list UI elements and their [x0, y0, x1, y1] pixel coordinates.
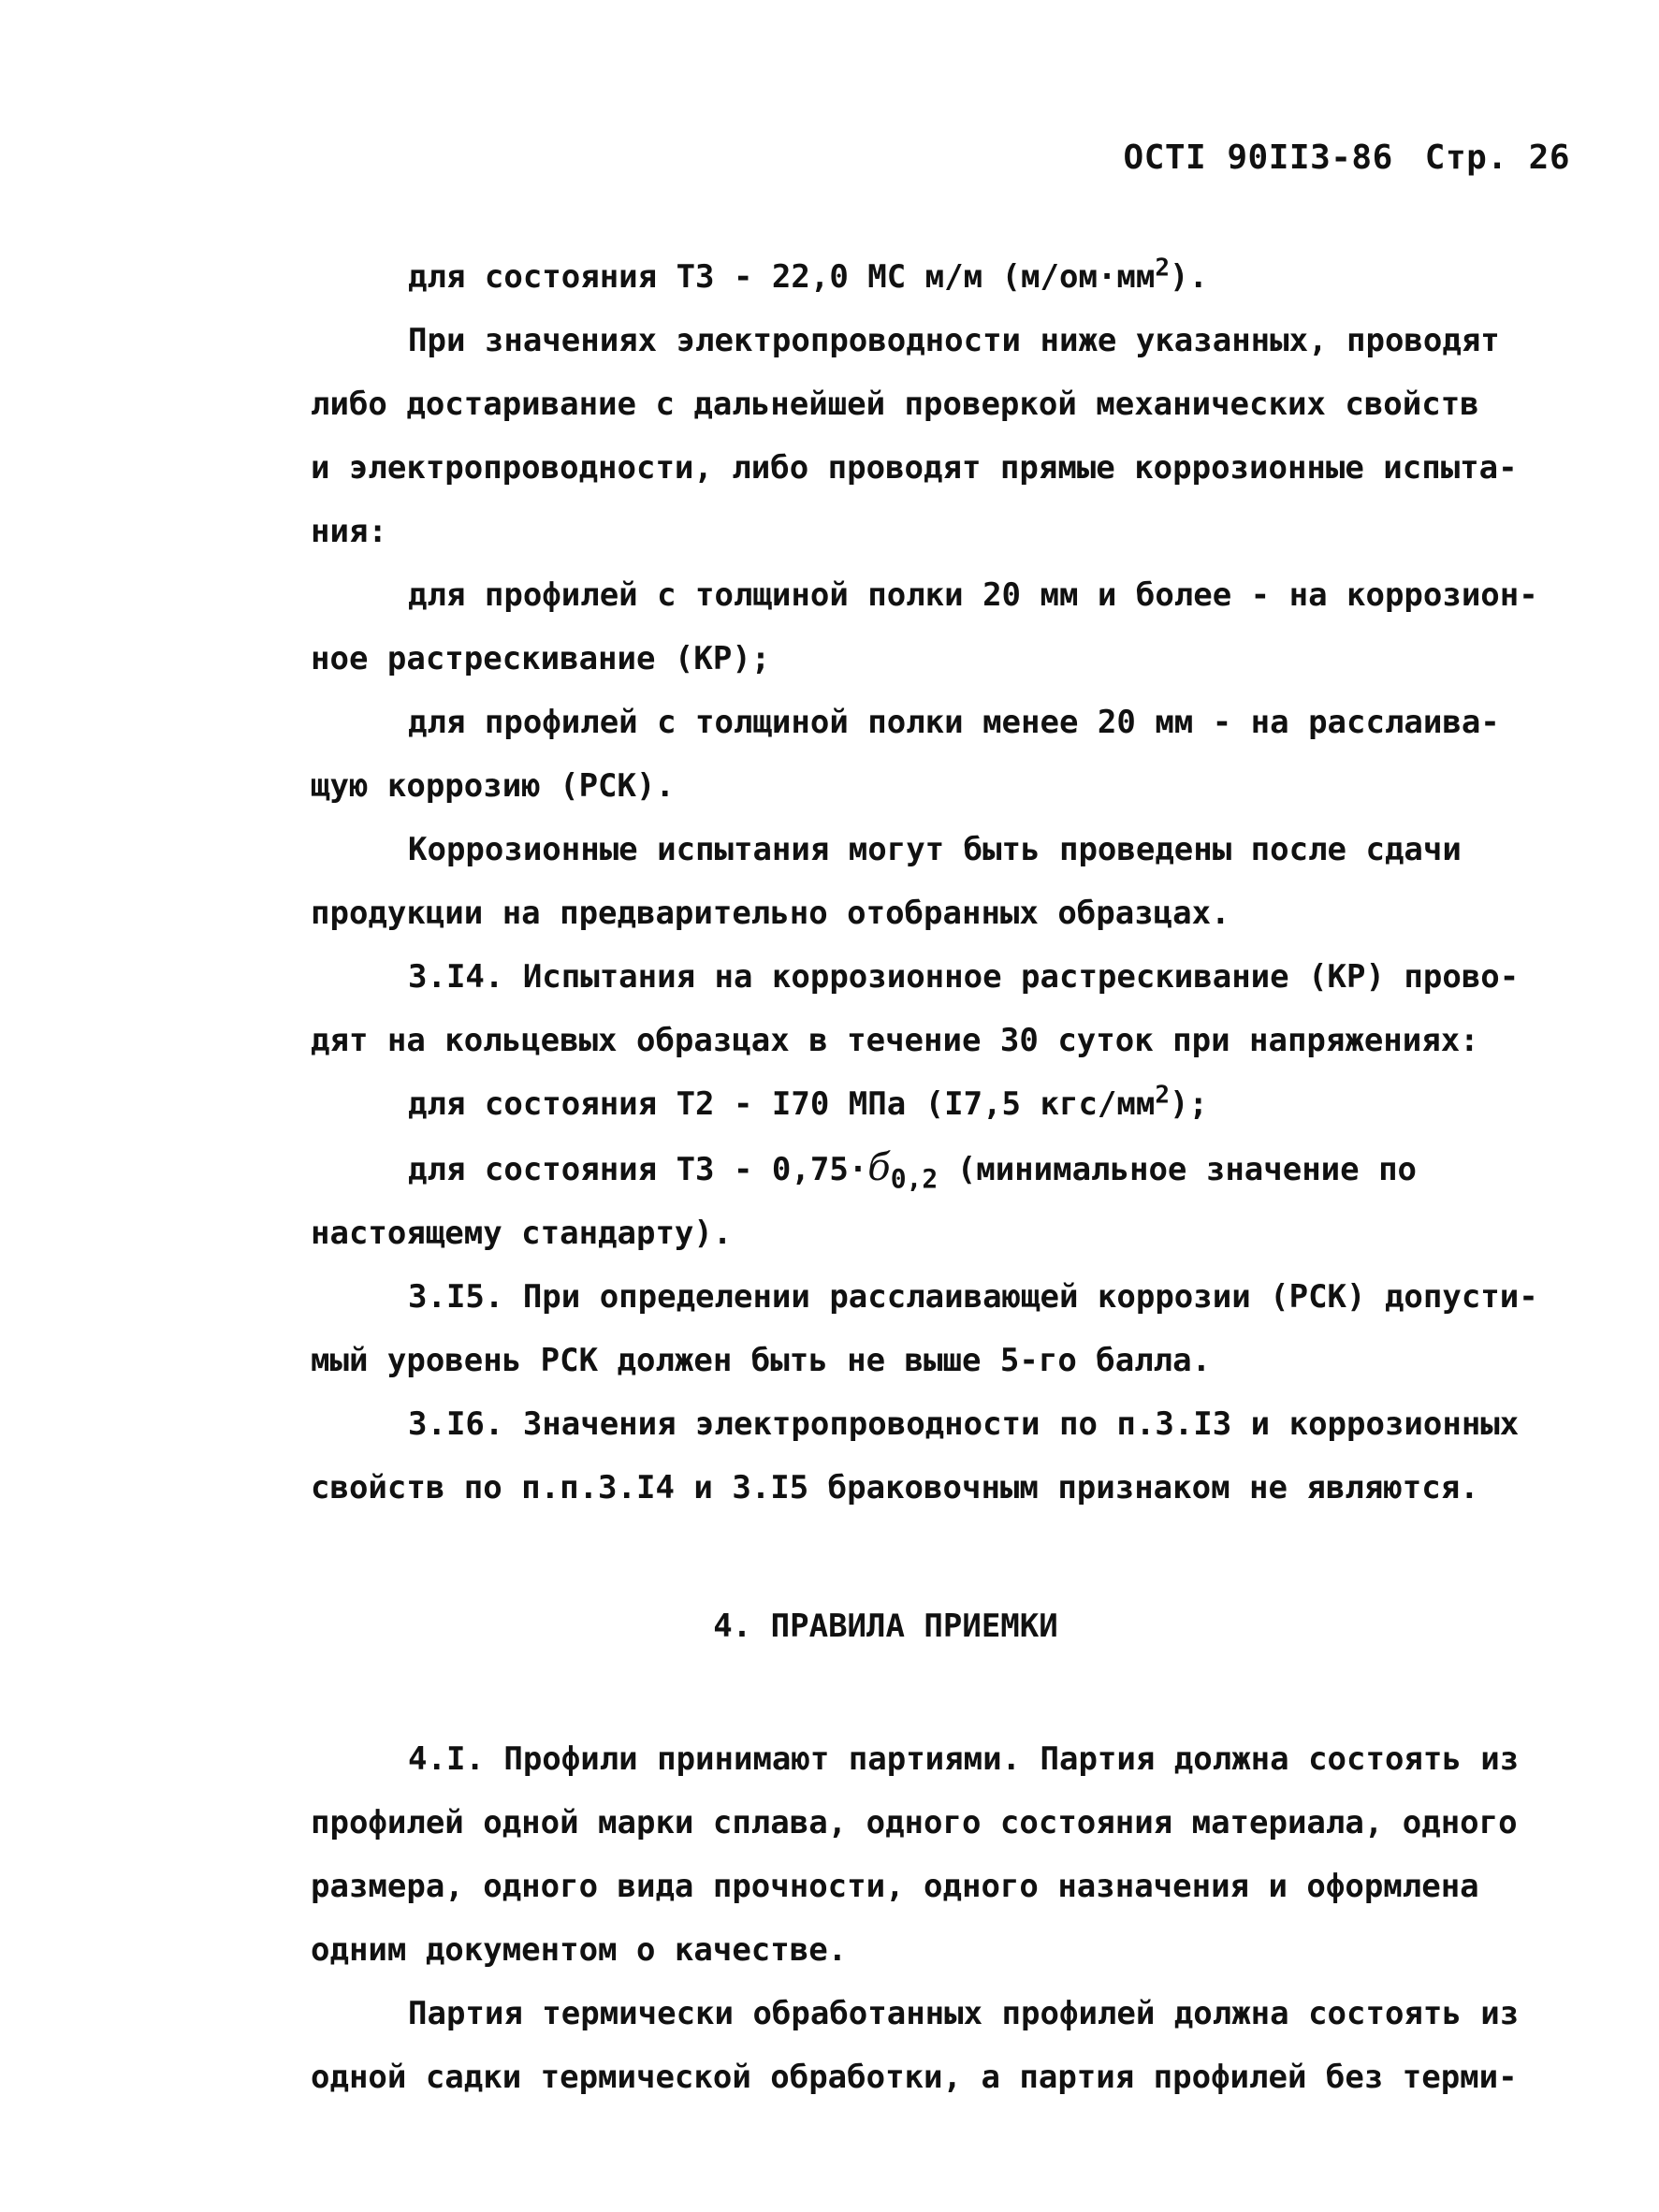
text-line: ное растрескивание (КР); [311, 640, 771, 677]
text-line: либо достаривание с дальнейшей проверкой механических свойств [311, 386, 1479, 423]
text-line: для профилей с толщиной полки 20 мм и более - на коррозион- [408, 576, 1538, 614]
text-line: для состояния Т3 - 22,0 МС м/м $(м/ом\cdot мм^2)$. [408, 254, 1208, 296]
text-line: для состояния Т2 - I70 МПа (I7,5 кгс/$мм^2$); [408, 1081, 1208, 1123]
text-line: мый уровень РСК должен быть не выше 5-го балла. [311, 1342, 1212, 1379]
text-line: 3.I6. Значения электропроводности по п.3.I3 и коррозионных [408, 1405, 1520, 1443]
text-line: одним документом о качестве. [311, 1931, 848, 1969]
text-line: дят на кольцевых образцах в течение 30 суток при напряжениях: [311, 1022, 1479, 1059]
text-line: Коррозионные испытания могут быть проведены после сдачи [408, 831, 1462, 868]
section-title: 4. ПРАВИЛА ПРИЕМКИ [713, 1608, 1058, 1645]
text-line: 4.I. Профили принимают партиями. Партия должна состоять из [408, 1740, 1520, 1778]
text-line: размера, одного вида прочности, одного назначения и оформлена [311, 1868, 1479, 1905]
text-line: и электропроводности, либо проводят прямые коррозионные испыта- [311, 449, 1518, 487]
text-line: При значениях электропроводности ниже указанных, проводят [408, 322, 1500, 359]
body-block-1 [311, 245, 1574, 1520]
document-code: ОСТI 90II3-86 [1123, 138, 1393, 177]
text-line: 3.I5. При определении расслаивающей коррозии (РСК) допусти- [408, 1278, 1538, 1316]
text-line: одной садки термической обработки, а партия профилей без терми- [311, 2059, 1518, 2096]
text-line: щую коррозию (РСК). [311, 767, 675, 805]
text-line: свойств по п.п.3.I4 и 3.I5 браковочным признаком не являются. [311, 1469, 1479, 1506]
text-line: для состояния $Т3 - 0,75\cdot б_{0,2}$ (минимальное значение по [408, 1146, 1418, 1194]
body-block-2 [311, 1727, 1574, 2109]
text-line: Партия термически обработанных профилей должна состоять из [408, 1995, 1520, 2032]
text-line: настоящему стандарту). [311, 1215, 733, 1252]
text-line: профилей одной марки сплава, одного состояния материала, одного [311, 1804, 1518, 1841]
page-header [1124, 138, 1570, 177]
text-line: для профилей с толщиной полки менее 20 мм - на расслаива- [408, 704, 1500, 741]
text-line: продукции на предварительно отобранных образцах. [311, 895, 1230, 932]
sigma-symbol: б [867, 1146, 891, 1189]
text-line: ния: [311, 513, 387, 550]
page-number: Стр. 26 [1424, 138, 1570, 177]
text-line: 3.I4. Испытания на коррозионное растрескивание (КР) прово- [408, 958, 1520, 996]
